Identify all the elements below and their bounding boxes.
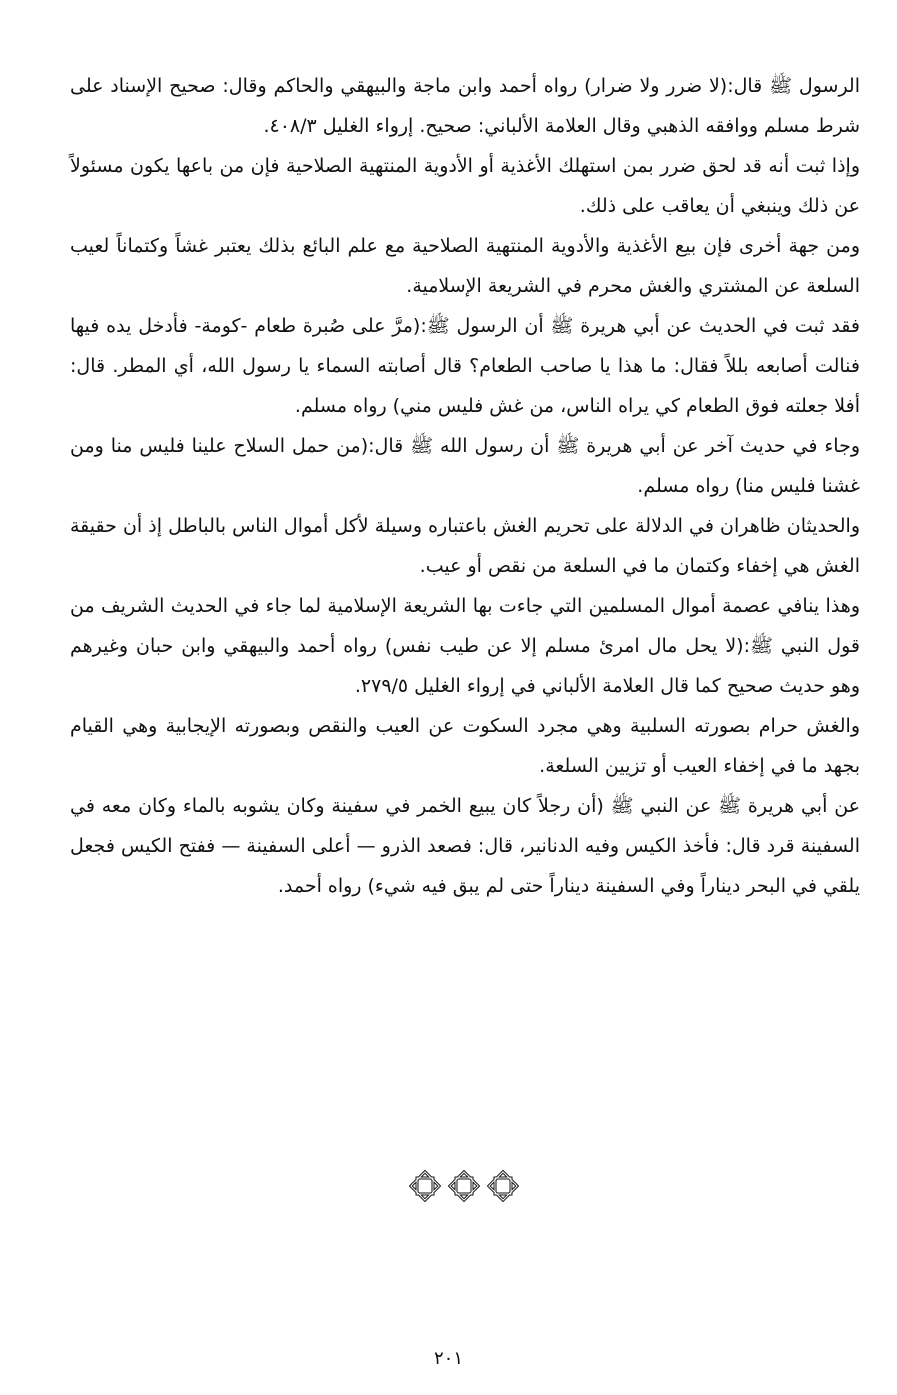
paragraph-1: الرسول ﷺ قال:(لا ضرر ولا ضرار) رواه أحمد وابن ماجة والبيهقي والحاكم وقال: صحيح الإسناد على شرط مسلم ووافقه الذهبي وقال العلامة الألباني: صحيح. إرواء الغليل ٤٠٨/٣. (70, 75, 860, 137)
paragraph-3: ومن جهة أخرى فإن بيع الأغذية والأدوية المنتهية الصلاحية مع علم البائع بذلك يعتبر غشاً وكتماناً لعيب السلعة عن المشتري والغش محرم في الشريعة الإسلامية. (70, 235, 860, 297)
paragraph-2: وإذا ثبت أنه قد لحق ضرر بمن استهلك الأغذية أو الأدوية المنتهية الصلاحية فإن من باعها يكون مسئولاً عن ذلك وينبغي أن يعاقب على ذلك. (70, 155, 860, 217)
paragraph-8: والغش حرام بصورته السلبية وهي مجرد السكوت عن العيب والنقص وبصورته الإيجابية وهي القيام بجهد ما في إخفاء العيب أو تزيين السلعة. (70, 715, 860, 777)
section-divider-ornament (409, 1166, 519, 1206)
body-text (70, 66, 860, 906)
ornament-knot-icon (487, 1170, 519, 1202)
ornament-knot-icon (448, 1170, 480, 1202)
paragraph-7: وهذا ينافي عصمة أموال المسلمين التي جاءت بها الشريعة الإسلامية لما جاء في الحديث الشريف من قول النبي ﷺ:(لا يحل مال امرئ مسلم إلا عن طيب نفس) رواه أحمد والبيهقي وابن حبان وغيرهم وهو حديث صحيح كما قال العلامة الألباني في إرواء الغليل ٢٧٩/٥. (70, 595, 860, 697)
paragraph-9: عن أبي هريرة ﷺ عن النبي ﷺ (أن رجلاً كان يبيع الخمر في سفينة وكان يشوبه بالماء وكان معه في السفينة قرد قال: فأخذ الكيس وفيه الدنانير، قال: فصعد الذرو — أعلى السفينة — ففتح الكيس فجعل يلقي في البحر ديناراً وفي السفينة ديناراً حتى لم يبق فيه شيء) رواه أحمد. (70, 795, 860, 897)
paragraph-5: وجاء في حديث آخر عن أبي هريرة ﷺ أن رسول الله ﷺ قال:(من حمل السلاح علينا فليس منا ومن غشنا فليس منا) رواه مسلم. (70, 435, 860, 497)
page-number: ٢٠١ (433, 1348, 463, 1369)
paragraph-4: فقد ثبت في الحديث عن أبي هريرة ﷺ أن الرسول ﷺ:(مرَّ على صُبرة طعام -كومة- فأدخل يده فيها فنالت أصابعه بللاً فقال: ما هذا يا صاحب الطعام؟ قال أصابته السماء يا رسول الله، أي المطر. قال: أفلا جعلته فوق الطعام كي يراه الناس، من غش فليس مني) رواه مسلم. (70, 315, 860, 417)
ornament-knot-icon (409, 1170, 441, 1202)
paragraph-6: والحديثان ظاهران في الدلالة على تحريم الغش باعتباره وسيلة لأكل أموال الناس بالباطل إذ أن حقيقة الغش هي إخفاء وكتمان ما في السلعة من نقص أو عيب. (70, 515, 860, 577)
